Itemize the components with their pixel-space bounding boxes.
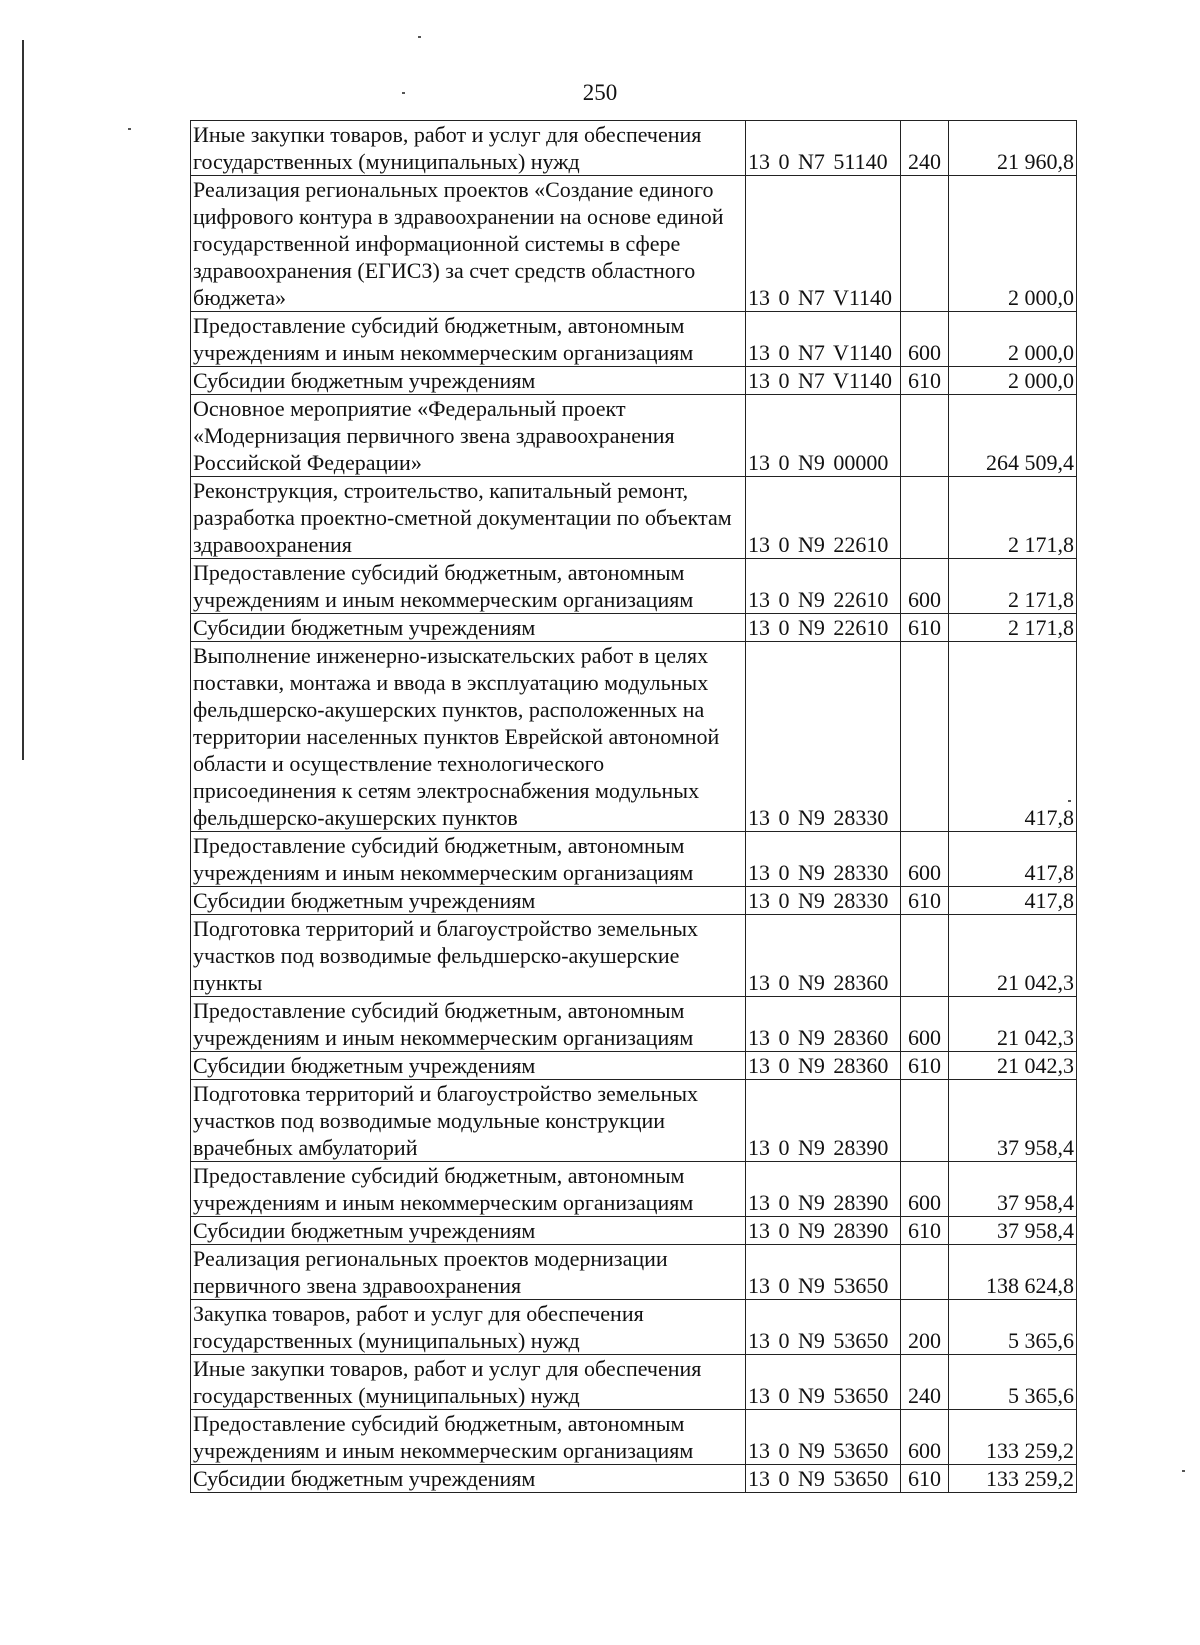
row-amount-cell: 5 365,6 <box>949 1300 1077 1355</box>
row-amount-cell: 2 000,0 <box>949 367 1077 395</box>
budget-table <box>190 120 1077 1493</box>
row-amount-cell: 2 000,0 <box>949 176 1077 312</box>
row-code-cell: 13 0 N9 53650 <box>746 1300 901 1355</box>
row-expense-type-cell <box>901 176 949 312</box>
row-name-cell: Субсидии бюджетным учреждениям <box>191 1465 746 1493</box>
row-amount-cell: 133 259,2 <box>949 1410 1077 1465</box>
row-code-cell: 13 0 N9 28360 <box>746 915 901 997</box>
row-expense-type-cell <box>901 1245 949 1300</box>
row-amount-cell: 37 958,4 <box>949 1162 1077 1217</box>
budget-table-body <box>191 121 1077 1493</box>
row-name-cell: Иные закупки товаров, работ и услуг для обеспечения государственных (муниципальных) нужд <box>191 1355 746 1410</box>
row-amount-cell: 21 042,3 <box>949 1052 1077 1080</box>
page-number: 250 <box>582 80 618 105</box>
row-expense-type-cell: 610 <box>901 614 949 642</box>
row-name-cell: Иные закупки товаров, работ и услуг для обеспечения государственных (муниципальных) нужд <box>191 121 746 176</box>
row-amount-cell: 21 042,3 <box>949 997 1077 1052</box>
row-code-cell: 13 0 N9 22610 <box>746 614 901 642</box>
row-code-cell: 13 0 N9 53650 <box>746 1410 901 1465</box>
row-code-cell: 13 0 N9 28360 <box>746 1052 901 1080</box>
table-row <box>191 559 1077 614</box>
row-code-cell: 13 0 N9 53650 <box>746 1465 901 1493</box>
row-expense-type-cell <box>901 642 949 832</box>
row-name-cell: Предоставление субсидий бюджетным, автономным учреждениям и иным некоммерческим организациям <box>191 312 746 367</box>
row-expense-type-cell: 610 <box>901 1465 949 1493</box>
row-code-cell: 13 0 N9 22610 <box>746 559 901 614</box>
scan-speck <box>128 128 131 130</box>
table-row <box>191 832 1077 887</box>
row-expense-type-cell: 600 <box>901 1162 949 1217</box>
row-expense-type-cell: 240 <box>901 1355 949 1410</box>
row-amount-cell: 21 042,3 <box>949 915 1077 997</box>
table-row <box>191 395 1077 477</box>
row-name-cell: Предоставление субсидий бюджетным, автономным учреждениям и иным некоммерческим организациям <box>191 1162 746 1217</box>
row-amount-cell: 21 960,8 <box>949 121 1077 176</box>
row-name-cell: Подготовка территорий и благоустройство земельных участков под возводимые фельдшерско-акушерские пункты <box>191 915 746 997</box>
row-code-cell: 13 0 N7 V1140 <box>746 367 901 395</box>
row-code-cell: 13 0 N9 53650 <box>746 1355 901 1410</box>
table-row <box>191 1355 1077 1410</box>
row-amount-cell: 5 365,6 <box>949 1355 1077 1410</box>
row-amount-cell: 133 259,2 <box>949 1465 1077 1493</box>
row-code-cell: 13 0 N9 28330 <box>746 642 901 832</box>
row-code-cell: 13 0 N9 28360 <box>746 997 901 1052</box>
row-amount-cell: 2 000,0 <box>949 312 1077 367</box>
row-amount-cell: 138 624,8 <box>949 1245 1077 1300</box>
row-expense-type-cell: 600 <box>901 997 949 1052</box>
table-row <box>191 915 1077 997</box>
table-row <box>191 1465 1077 1493</box>
row-amount-cell: 264 509,4 <box>949 395 1077 477</box>
row-expense-type-cell: 610 <box>901 1217 949 1245</box>
row-amount-cell: 37 958,4 <box>949 1080 1077 1162</box>
row-name-cell: Выполнение инженерно-изыскательских работ в целях поставки, монтажа и ввода в эксплуатацию модульных фельдшерско-акушерских пунктов, расположенных на территории населенных пунктов Еврейской автономной области и осуществление технологического присоединения к сетям электроснабжения модульных фельдшерско-акушерских пунктов <box>191 642 746 832</box>
table-row <box>191 614 1077 642</box>
table-row <box>191 1410 1077 1465</box>
table-row <box>191 1080 1077 1162</box>
table-row <box>191 997 1077 1052</box>
row-expense-type-cell: 610 <box>901 367 949 395</box>
row-expense-type-cell: 600 <box>901 1410 949 1465</box>
table-row <box>191 312 1077 367</box>
table-row <box>191 121 1077 176</box>
row-amount-cell: 2 171,8 <box>949 477 1077 559</box>
row-expense-type-cell: 610 <box>901 887 949 915</box>
row-code-cell: 13 0 N7 51140 <box>746 121 901 176</box>
table-row <box>191 642 1077 832</box>
row-code-cell: 13 0 N9 53650 <box>746 1245 901 1300</box>
row-expense-type-cell <box>901 915 949 997</box>
table-row <box>191 477 1077 559</box>
row-expense-type-cell <box>901 1080 949 1162</box>
row-name-cell: Реализация региональных проектов модернизации первичного звена здравоохранения <box>191 1245 746 1300</box>
table-row <box>191 1245 1077 1300</box>
row-code-cell: 13 0 N9 00000 <box>746 395 901 477</box>
scan-speck <box>418 36 421 38</box>
scan-speck <box>1182 1470 1185 1472</box>
table-row <box>191 1052 1077 1080</box>
row-name-cell: Субсидии бюджетным учреждениям <box>191 1217 746 1245</box>
row-amount-cell: 417,8 <box>949 642 1077 832</box>
row-name-cell: Субсидии бюджетным учреждениям <box>191 367 746 395</box>
row-expense-type-cell: 610 <box>901 1052 949 1080</box>
row-name-cell: Реконструкция, строительство, капитальный ремонт, разработка проектно-сметной документации по объектам здравоохранения <box>191 477 746 559</box>
table-row <box>191 1217 1077 1245</box>
row-expense-type-cell <box>901 477 949 559</box>
row-amount-cell: 417,8 <box>949 832 1077 887</box>
row-name-cell: Основное мероприятие «Федеральный проект «Модернизация первичного звена здравоохранения Российской Федерации» <box>191 395 746 477</box>
row-expense-type-cell: 600 <box>901 312 949 367</box>
scan-margin-line <box>22 40 24 760</box>
row-name-cell: Предоставление субсидий бюджетным, автономным учреждениям и иным некоммерческим организациям <box>191 1410 746 1465</box>
row-name-cell: Подготовка территорий и благоустройство земельных участков под возводимые модульные конструкции врачебных амбулаторий <box>191 1080 746 1162</box>
row-expense-type-cell: 240 <box>901 121 949 176</box>
row-name-cell: Субсидии бюджетным учреждениям <box>191 887 746 915</box>
row-code-cell: 13 0 N9 28390 <box>746 1162 901 1217</box>
row-name-cell: Субсидии бюджетным учреждениям <box>191 1052 746 1080</box>
row-name-cell: Предоставление субсидий бюджетным, автономным учреждениям и иным некоммерческим организациям <box>191 832 746 887</box>
table-row <box>191 887 1077 915</box>
row-amount-cell: 37 958,4 <box>949 1217 1077 1245</box>
row-code-cell: 13 0 N9 22610 <box>746 477 901 559</box>
row-name-cell: Закупка товаров, работ и услуг для обеспечения государственных (муниципальных) нужд <box>191 1300 746 1355</box>
table-row <box>191 367 1077 395</box>
table-row <box>191 1162 1077 1217</box>
row-code-cell: 13 0 N9 28390 <box>746 1217 901 1245</box>
row-name-cell: Предоставление субсидий бюджетным, автономным учреждениям и иным некоммерческим организациям <box>191 559 746 614</box>
row-name-cell: Субсидии бюджетным учреждениям <box>191 614 746 642</box>
row-amount-cell: 2 171,8 <box>949 559 1077 614</box>
row-name-cell: Реализация региональных проектов «Создание единого цифрового контура в здравоохранении на основе единой государственной информационной системы в сфере здравоохранения (ЕГИСЗ) за счет средств областного бюджета» <box>191 176 746 312</box>
row-code-cell: 13 0 N7 V1140 <box>746 312 901 367</box>
row-expense-type-cell: 600 <box>901 559 949 614</box>
row-code-cell: 13 0 N9 28330 <box>746 832 901 887</box>
row-amount-cell: 2 171,8 <box>949 614 1077 642</box>
row-expense-type-cell: 600 <box>901 832 949 887</box>
row-code-cell: 13 0 N9 28390 <box>746 1080 901 1162</box>
table-row <box>191 176 1077 312</box>
row-name-cell: Предоставление субсидий бюджетным, автономным учреждениям и иным некоммерческим организациям <box>191 997 746 1052</box>
row-expense-type-cell <box>901 395 949 477</box>
table-row <box>191 1300 1077 1355</box>
row-code-cell: 13 0 N9 28330 <box>746 887 901 915</box>
row-expense-type-cell: 200 <box>901 1300 949 1355</box>
row-amount-cell: 417,8 <box>949 887 1077 915</box>
row-code-cell: 13 0 N7 V1140 <box>746 176 901 312</box>
